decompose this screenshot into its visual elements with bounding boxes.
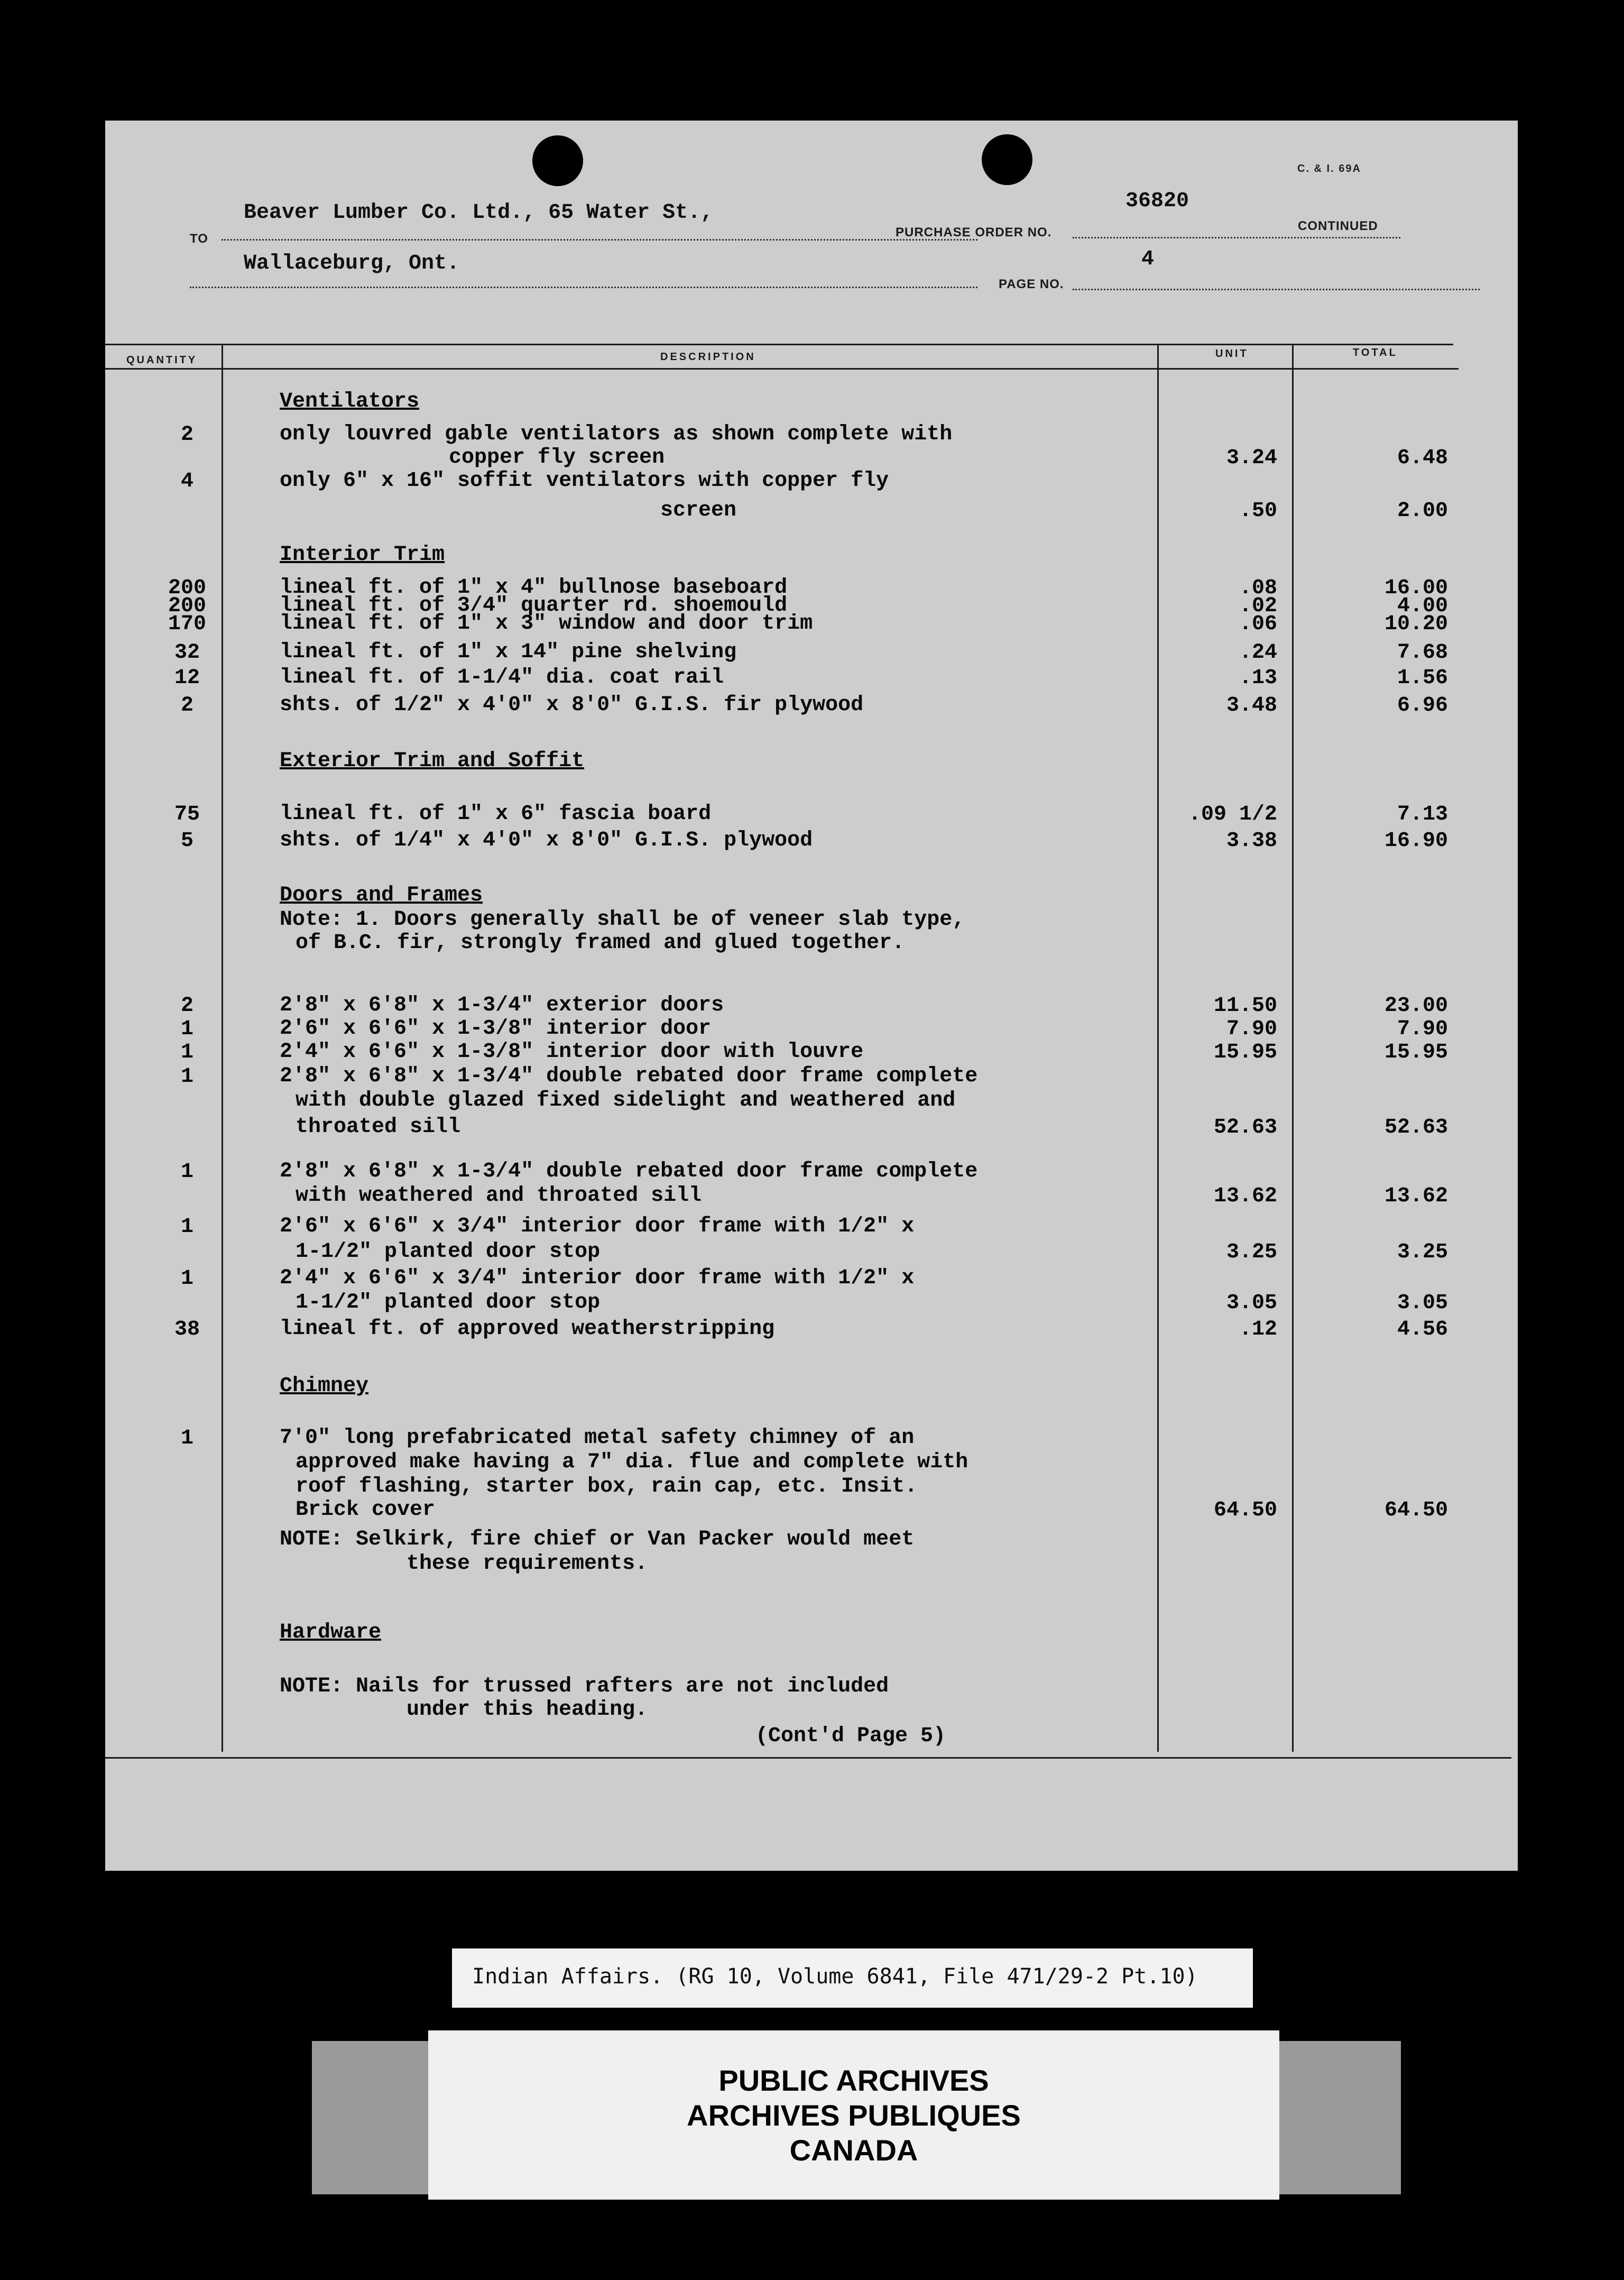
- item-total: 13.62: [1384, 1184, 1448, 1208]
- item-description: lineal ft. of 3/4" quarter rd. shoemould: [280, 594, 788, 618]
- item-total: 2.00: [1397, 499, 1448, 523]
- item-description: only 6" x 16" soffit ventilators with copper fly: [280, 469, 889, 493]
- item-quantity: 32: [174, 641, 200, 665]
- item-total: 52.63: [1384, 1116, 1448, 1139]
- item-quantity: 1: [180, 1041, 193, 1064]
- to-line-2: [190, 287, 977, 288]
- item-description: 1-1/2" planted door stop: [296, 1240, 601, 1264]
- item-unit-price: 52.63: [1213, 1116, 1277, 1139]
- archive-stamp: [428, 2030, 1279, 2200]
- page-line: [1073, 289, 1480, 290]
- item-description: shts. of 1/4" x 4'0" x 8'0" G.I.S. plywood: [280, 829, 813, 852]
- item-description: with double glazed fixed sidelight and weathered and: [296, 1089, 956, 1113]
- item-description: 2'6" x 6'6" x 3/4" interior door frame with 1/2" x: [280, 1215, 915, 1238]
- item-unit-price: 3.25: [1226, 1240, 1277, 1264]
- column-rule-unit: [1157, 345, 1159, 1752]
- item-unit-price: 64.50: [1213, 1498, 1277, 1522]
- item-total: 16.90: [1384, 829, 1448, 853]
- item-unit-price: 15.95: [1213, 1041, 1277, 1064]
- item-total: 23.00: [1384, 994, 1448, 1018]
- item-unit-price: .12: [1239, 1318, 1277, 1341]
- to-label: TO: [190, 232, 208, 246]
- item-quantity: 2: [180, 423, 193, 447]
- item-description: Note: 1. Doors generally shall be of veneer slab type,: [280, 908, 965, 932]
- item-description: lineal ft. of approved weatherstripping: [280, 1317, 775, 1341]
- item-unit-price: 3.05: [1226, 1291, 1277, 1315]
- item-total: 7.68: [1397, 641, 1448, 665]
- stamp-line-1: PUBLIC ARCHIVES: [718, 2064, 989, 2097]
- table-rule-bottom: [105, 1757, 1511, 1759]
- item-quantity: 1: [180, 1215, 193, 1239]
- item-description: 2'8" x 6'8" x 1-3/4" double rebated door frame complete: [280, 1064, 978, 1088]
- item-quantity: 75: [174, 803, 200, 826]
- item-total: 6.96: [1397, 694, 1448, 718]
- item-quantity: 170: [168, 612, 206, 636]
- item-description: 2'8" x 6'8" x 1-3/4" double rebated door frame complete: [280, 1160, 978, 1183]
- item-total: 10.20: [1384, 612, 1448, 636]
- stamp-line-2: ARCHIVES PUBLIQUES: [687, 2099, 1021, 2132]
- item-description: lineal ft. of 1" x 14" pine shelving: [280, 640, 737, 664]
- item-total: 3.05: [1397, 1291, 1448, 1315]
- item-unit-price: .13: [1239, 666, 1277, 690]
- item-unit-price: 3.24: [1226, 446, 1277, 470]
- purchase-order-label: PURCHASE ORDER NO.: [896, 225, 1052, 240]
- archive-reference: Indian Affairs. (RG 10, Volume 6841, File 471/29-2 Pt.10): [472, 1964, 1198, 1989]
- po-line: [1073, 237, 1400, 238]
- to-line: [222, 239, 977, 241]
- header-rule-top: [105, 344, 1453, 345]
- item-description: lineal ft. of 1" x 3" window and door trim: [280, 612, 813, 636]
- item-quantity: 1: [180, 1017, 193, 1041]
- item-description: 1-1/2" planted door stop: [296, 1291, 601, 1314]
- item-quantity: 1: [180, 1065, 193, 1089]
- item-quantity: 38: [174, 1318, 200, 1341]
- item-total: 4.00: [1397, 594, 1448, 618]
- section-heading: Exterior Trim and Soffit: [280, 749, 585, 773]
- item-unit-price: .02: [1239, 594, 1277, 618]
- item-total: 64.50: [1384, 1498, 1448, 1522]
- item-unit-price: .50: [1239, 499, 1277, 523]
- column-quantity: QUANTITY: [126, 354, 198, 366]
- section-heading: Interior Trim: [280, 543, 445, 567]
- vendor-address-line1: Beaver Lumber Co. Ltd., 65 Water St.,: [244, 201, 714, 225]
- item-description: 2'4" x 6'6" x 1-3/8" interior door with louvre: [280, 1040, 864, 1064]
- stamp-line-3: CANADA: [789, 2134, 918, 2167]
- item-description: with weathered and throated sill: [296, 1184, 702, 1208]
- item-quantity: 5: [180, 829, 193, 853]
- column-description: DESCRIPTION: [660, 351, 756, 363]
- item-quantity: 200: [168, 576, 206, 600]
- item-description: NOTE: Nails for trussed rafters are not included: [280, 1675, 889, 1698]
- item-total: 15.95: [1384, 1041, 1448, 1064]
- item-quantity: 1: [180, 1427, 193, 1450]
- section-heading: Ventilators: [280, 390, 420, 413]
- item-description: copper fly screen: [449, 446, 665, 470]
- item-description: NOTE: Selkirk, fire chief or Van Packer would meet: [280, 1528, 915, 1551]
- purchase-order-number: 36820: [1125, 189, 1189, 213]
- item-description: shts. of 1/2" x 4'0" x 8'0" G.I.S. fir plywood: [280, 693, 864, 717]
- column-rule-qty: [222, 345, 223, 1752]
- item-total: 16.00: [1384, 576, 1448, 600]
- item-unit-price: .06: [1239, 612, 1277, 636]
- item-unit-price: .24: [1239, 641, 1277, 665]
- item-description: lineal ft. of 1-1/4" dia. coat rail: [280, 666, 724, 689]
- item-description: these requirements.: [407, 1552, 648, 1576]
- item-unit-price: 11.50: [1213, 994, 1277, 1018]
- item-description: screen: [660, 499, 737, 522]
- archive-reference-label: [452, 1948, 1253, 2008]
- item-description: (Cont'd Page 5): [755, 1724, 946, 1748]
- item-unit-price: 7.90: [1226, 1017, 1277, 1041]
- punch-hole: [982, 134, 1032, 185]
- item-description: of B.C. fir, strongly framed and glued together.: [296, 931, 905, 955]
- item-quantity: 4: [180, 470, 193, 493]
- item-total: 7.90: [1397, 1017, 1448, 1041]
- item-description: under this heading.: [407, 1698, 648, 1722]
- item-total: 4.56: [1397, 1318, 1448, 1341]
- item-unit-price: 3.48: [1226, 694, 1277, 718]
- item-description: 7'0" long prefabricated metal safety chimney of an: [280, 1426, 915, 1450]
- item-unit-price: 13.62: [1213, 1184, 1277, 1208]
- header-rule-bottom: [105, 368, 1459, 370]
- item-quantity: 12: [174, 666, 200, 690]
- item-total: 6.48: [1397, 446, 1448, 470]
- item-description: Brick cover: [296, 1498, 436, 1522]
- item-unit-price: 3.38: [1226, 829, 1277, 853]
- item-unit-price: .08: [1239, 576, 1277, 600]
- item-quantity: 1: [180, 1267, 193, 1291]
- item-description: only louvred gable ventilators as shown complete with: [280, 422, 953, 446]
- item-description: approved make having a 7" dia. flue and complete with: [296, 1450, 968, 1474]
- item-unit-price: .09 1/2: [1188, 803, 1277, 826]
- section-heading: Doors and Frames: [280, 884, 483, 907]
- item-description: lineal ft. of 1" x 6" fascia board: [280, 802, 712, 826]
- item-description: 2'8" x 6'8" x 1-3/4" exterior doors: [280, 994, 724, 1017]
- item-quantity: 1: [180, 1160, 193, 1184]
- item-total: 7.13: [1397, 803, 1448, 826]
- item-description: roof flashing, starter box, rain cap, etc. Insit.: [296, 1475, 918, 1498]
- item-description: 2'6" x 6'6" x 1-3/8" interior door: [280, 1017, 712, 1041]
- item-quantity: 2: [180, 694, 193, 718]
- section-heading: Hardware: [280, 1621, 382, 1644]
- item-description: 2'4" x 6'6" x 3/4" interior door frame with 1/2" x: [280, 1266, 915, 1290]
- page-number: 4: [1141, 247, 1155, 271]
- purchase-order-page: [105, 121, 1518, 1871]
- item-quantity: 200: [168, 594, 206, 618]
- page-label: PAGE NO.: [999, 277, 1064, 291]
- column-total: TOTAL: [1353, 347, 1398, 358]
- item-total: 1.56: [1397, 666, 1448, 690]
- section-heading: Chimney: [280, 1374, 369, 1398]
- column-rule-total: [1292, 345, 1294, 1752]
- item-total: 3.25: [1397, 1240, 1448, 1264]
- item-quantity: 2: [180, 994, 193, 1018]
- vendor-address-line2: Wallaceburg, Ont.: [244, 252, 460, 275]
- item-description: throated sill: [296, 1115, 461, 1139]
- item-description: lineal ft. of 1" x 4" bullnose baseboard: [280, 576, 788, 600]
- column-unit: UNIT: [1215, 348, 1249, 360]
- continued-label: CONTINUED: [1298, 219, 1378, 233]
- form-code: C. & I. 69A: [1297, 163, 1361, 174]
- punch-hole: [532, 135, 583, 186]
